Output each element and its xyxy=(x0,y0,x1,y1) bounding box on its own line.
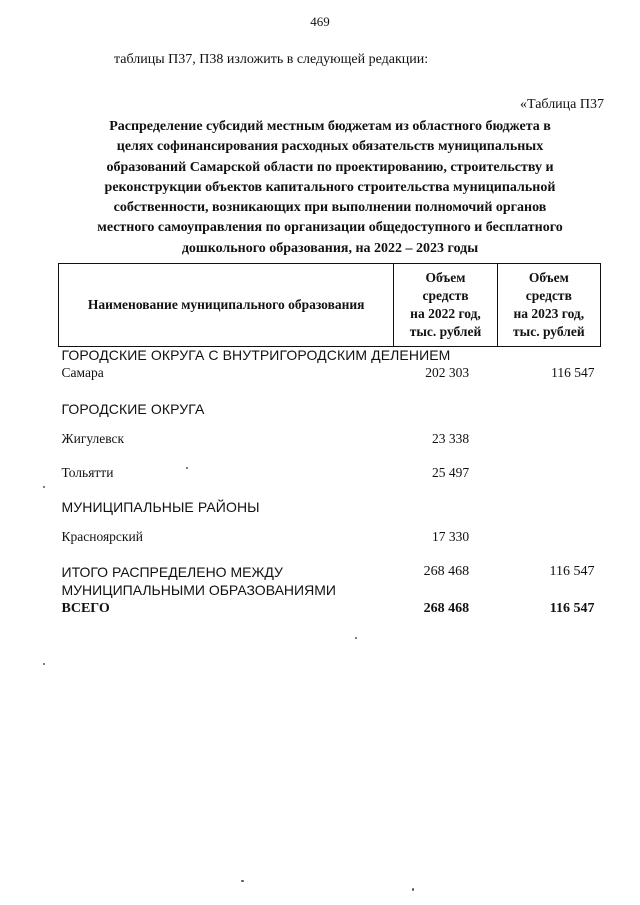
title-line: реконструкции объектов капитального строительства муниципальной xyxy=(104,179,556,195)
scan-speck xyxy=(412,888,414,891)
municipality-name: Жигулевск xyxy=(61,431,125,446)
header-line: Объем xyxy=(425,270,466,285)
section-heading: ГОРОДСКИЕ ОКРУГА С ВНУТРИГОРОДСКИМ ДЕЛЕНИЕМ xyxy=(61,347,451,363)
value-2023 xyxy=(497,529,600,563)
title-line: целях софинансирования расходных обязательств муниципальных xyxy=(116,139,544,155)
table-row xyxy=(59,365,601,401)
subtotal-row xyxy=(59,563,601,601)
table-reference: «Таблица П37 xyxy=(520,97,604,112)
value-2023 xyxy=(497,465,600,499)
table-row xyxy=(59,465,601,499)
title-line: образований Самарской области по проектированию, строительству и xyxy=(106,159,554,175)
section-row-municipal-districts xyxy=(59,499,601,529)
grand-total-row xyxy=(59,601,601,623)
section-heading: ГОРОДСКИЕ ОКРУГА xyxy=(61,401,205,417)
subtotal-label-line: МУНИЦИПАЛЬНЫМИ ОБРАЗОВАНИЯМИ xyxy=(61,582,336,598)
scan-speck xyxy=(186,467,188,469)
grand-total-2023: 116 547 xyxy=(549,601,595,616)
value-2022: 17 330 xyxy=(432,529,470,544)
municipality-name: Красноярский xyxy=(61,529,143,544)
header-line: на 2022 год, xyxy=(410,306,481,321)
title-line: Распределение субсидий местным бюджетам из областного бюджета в xyxy=(109,119,551,134)
scan-speck xyxy=(355,637,357,639)
header-line: тыс. рублей xyxy=(513,324,585,339)
subtotal-label-line: ИТОГО РАСПРЕДЕЛЕНО МЕЖДУ xyxy=(61,564,283,580)
subtotal-label xyxy=(59,563,394,601)
grand-total-2022: 268 468 xyxy=(423,601,470,616)
value-2023: 116 547 xyxy=(551,365,595,380)
scan-speck xyxy=(241,880,244,882)
section-heading: МУНИЦИПАЛЬНЫЕ РАЙОНЫ xyxy=(61,499,260,515)
header-line: на 2023 год, xyxy=(513,306,585,321)
value-2022: 202 303 xyxy=(425,365,470,380)
scan-speck xyxy=(43,486,45,488)
municipality-name: Тольятти xyxy=(61,465,114,480)
subtotal-2023: 116 547 xyxy=(549,564,595,579)
table-header-row xyxy=(59,264,601,347)
section-row-urban-districts-with-division xyxy=(59,347,601,366)
value-2023 xyxy=(497,431,600,465)
title-line: собственности, возникающих при выполнении полномочий органов xyxy=(113,200,547,216)
scan-speck xyxy=(43,663,45,665)
value-2022: 23 338 xyxy=(432,431,470,446)
header-line: средств xyxy=(525,288,572,303)
title-line: дошкольного образования, на 2022 – 2023 годы xyxy=(181,240,479,256)
title-line: местного самоуправления по организации общедоступного и бесплатного xyxy=(97,220,563,236)
header-municipality: Наименование муниципального образования xyxy=(59,264,394,347)
table-title xyxy=(60,117,600,259)
intro-text: таблицы П37, П38 изложить в следующей редакции: xyxy=(114,52,429,67)
municipality-name: Самара xyxy=(61,365,104,380)
section-row-urban-districts xyxy=(59,401,601,431)
header-line: тыс. рублей xyxy=(409,324,482,339)
header-line: средств xyxy=(422,288,469,303)
header-line: Объем xyxy=(528,270,569,285)
table-row xyxy=(59,529,601,563)
page-number: 469 xyxy=(310,14,330,29)
value-2022: 25 497 xyxy=(432,465,470,480)
header-volume-2022 xyxy=(394,264,497,347)
subtotal-2022: 268 468 xyxy=(423,564,470,579)
table-row xyxy=(59,431,601,465)
grand-total-label: ВСЕГО xyxy=(61,601,110,616)
header-volume-2023 xyxy=(497,264,600,347)
subsidy-table xyxy=(58,263,601,623)
